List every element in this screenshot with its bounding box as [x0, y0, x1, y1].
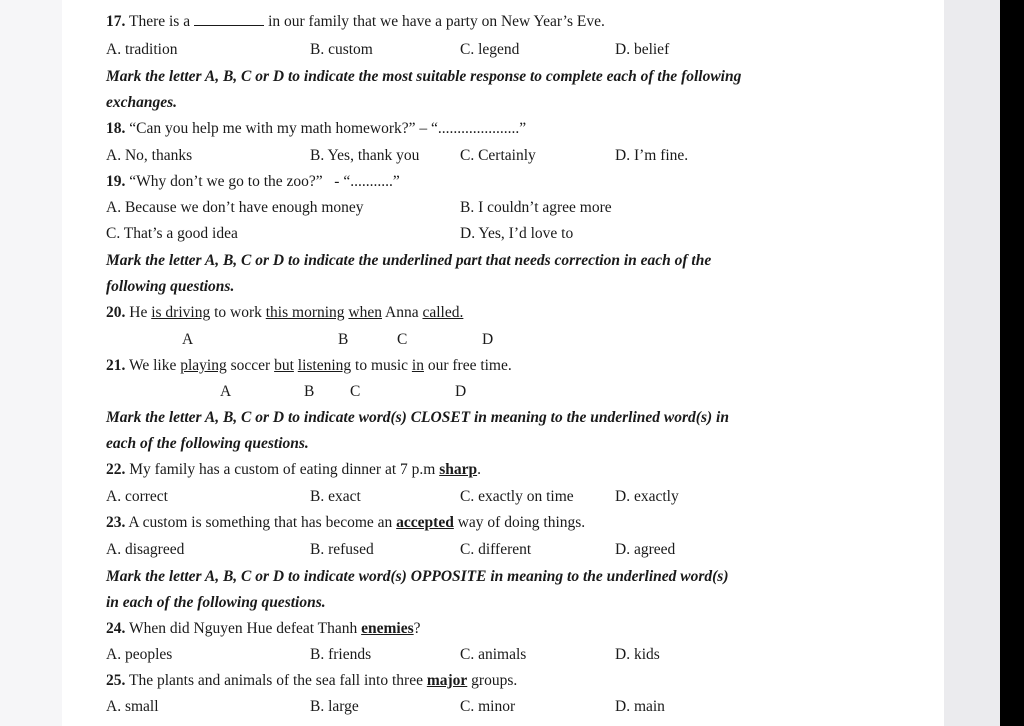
- option-b: B. exact: [310, 488, 361, 505]
- option-b: B. Yes, thank you: [310, 147, 420, 164]
- question-number: 25.: [106, 672, 126, 689]
- option-a: A. No, thanks: [106, 147, 193, 164]
- option-d: D. kids: [615, 646, 660, 663]
- underlined-part-a: playing: [180, 357, 227, 374]
- option-c: C. exactly on time: [460, 488, 574, 505]
- underlined-part-c: listening: [297, 357, 352, 374]
- letter-c: C: [397, 331, 408, 348]
- question-number: 21.: [106, 357, 126, 374]
- option-b: B. custom: [310, 41, 373, 58]
- instruction-closest-line2: each of the following questions.: [106, 435, 309, 452]
- question-21: 21. We like playing soccer but listening to music in our free time.: [106, 357, 512, 374]
- option-d: D. main: [615, 698, 665, 715]
- question-17: 17. There is a in our family that we have a party on New Year’s Eve.: [106, 13, 605, 30]
- instruction-response-line1: Mark the letter A, B, C or D to indicate the most suitable response to complete each of the following: [106, 68, 742, 85]
- option-a: A. peoples: [106, 646, 173, 663]
- question-20: 20. He is driving to work this morning when Anna called.: [106, 304, 464, 321]
- question-24: 24. When did Nguyen Hue defeat Thanh enemies?: [106, 620, 421, 637]
- letter-b: B: [338, 331, 349, 348]
- document-page[interactable]: [62, 0, 944, 726]
- question-number: 19.: [106, 173, 126, 190]
- underlined-key-word: sharp: [439, 461, 478, 478]
- answer-blank: [194, 13, 264, 26]
- underlined-part-c: when: [348, 304, 382, 321]
- option-a: A. disagreed: [106, 541, 185, 558]
- instruction-response-line2: exchanges.: [106, 94, 178, 111]
- question-23: 23. A custom is something that has become an accepted way of doing things.: [106, 514, 586, 531]
- option-d: D. Yes, I’d love to: [460, 225, 574, 242]
- question-number: 17.: [106, 13, 126, 30]
- instruction-closest-line1: Mark the letter A, B, C or D to indicate word(s) CLOSET in meaning to the underlined word(s) in: [106, 409, 729, 426]
- option-d: D. agreed: [615, 541, 676, 558]
- underlined-part-a: is driving: [151, 304, 211, 321]
- right-edge-bar: [1000, 0, 1024, 726]
- question-19: 19. “Why don’t we go to the zoo?” - “...........”: [106, 173, 400, 190]
- question-number: 23.: [106, 514, 126, 531]
- instruction-correction-line2: following questions.: [106, 278, 235, 295]
- option-b: B. friends: [310, 646, 372, 663]
- option-c: C. That’s a good idea: [106, 225, 238, 242]
- underlined-key-word: enemies: [361, 620, 414, 637]
- letter-a: A: [220, 383, 232, 400]
- underlined-part-d: called.: [422, 304, 464, 321]
- letter-d: D: [482, 331, 494, 348]
- underlined-key-word: accepted: [396, 514, 454, 531]
- question-number: 20.: [106, 304, 126, 321]
- option-c: C. different: [460, 541, 532, 558]
- option-b: B. refused: [310, 541, 374, 558]
- letter-b: B: [304, 383, 315, 400]
- question-number: 18.: [106, 120, 126, 137]
- option-a: A. Because we don’t have enough money: [106, 199, 364, 216]
- underlined-part-b: this morning: [265, 304, 345, 321]
- question-number: 24.: [106, 620, 126, 637]
- underlined-key-word: major: [426, 672, 468, 689]
- letter-a: A: [182, 331, 194, 348]
- option-d: D. belief: [615, 41, 670, 58]
- option-b: B. I couldn’t agree more: [460, 199, 612, 216]
- option-a: A. small: [106, 698, 159, 715]
- instruction-correction-line1: Mark the letter A, B, C or D to indicate the underlined part that needs correction in each of the: [106, 252, 712, 269]
- option-c: C. animals: [460, 646, 527, 663]
- option-b: B. large: [310, 698, 359, 715]
- option-c: C. legend: [460, 41, 520, 58]
- question-number: 22.: [106, 461, 126, 478]
- option-c: C. Certainly: [460, 147, 536, 164]
- underlined-part-d: in: [411, 357, 424, 374]
- question-25: 25. The plants and animals of the sea fall into three major groups.: [106, 672, 518, 689]
- left-margin: [0, 0, 62, 726]
- letter-c: C: [350, 383, 361, 400]
- question-18: 18. “Can you help me with my math homework?” – “.....................”: [106, 120, 527, 137]
- question-22: 22. My family has a custom of eating dinner at 7 p.m sharp.: [106, 461, 481, 478]
- option-a: A. correct: [106, 488, 168, 505]
- option-a: A. tradition: [106, 41, 178, 58]
- option-d: D. exactly: [615, 488, 679, 505]
- option-d: D. I’m fine.: [615, 147, 689, 164]
- instruction-opposite-line1: Mark the letter A, B, C or D to indicate word(s) OPPOSITE in meaning to the underlined word(s): [106, 568, 729, 585]
- instruction-opposite-line2: in each of the following questions.: [106, 594, 326, 611]
- underlined-part-b: but: [274, 357, 294, 374]
- option-c: C. minor: [460, 698, 516, 715]
- letter-d: D: [455, 383, 467, 400]
